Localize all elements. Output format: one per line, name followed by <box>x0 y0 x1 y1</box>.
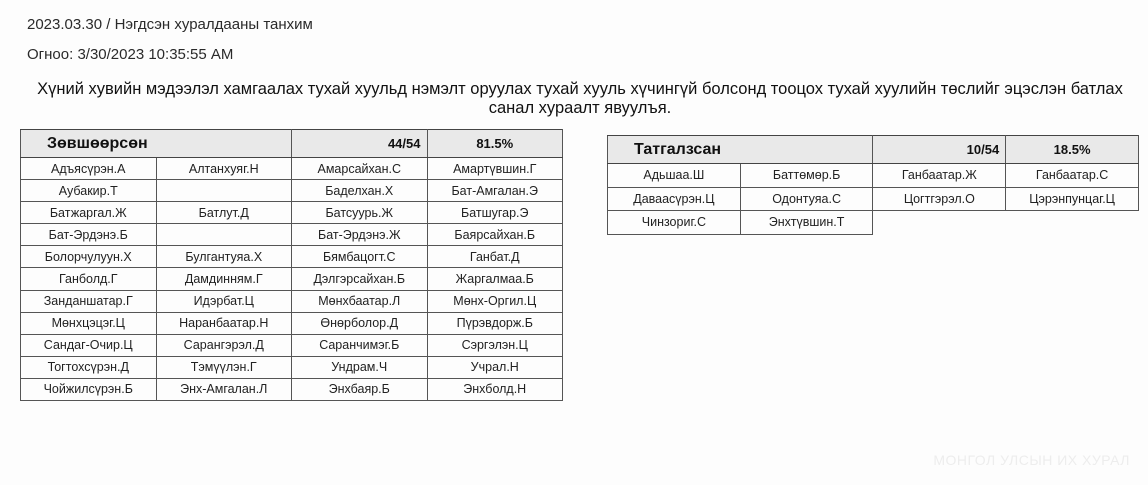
member-name-cell <box>156 224 292 246</box>
member-name-cell: Баделхан.Х <box>292 180 428 202</box>
reject-table <box>607 135 1139 235</box>
member-name-cell: Батлут.Д <box>156 202 292 224</box>
member-name-cell: Ганбаатар.С <box>1006 164 1139 188</box>
approve-row <box>21 202 563 224</box>
member-name-cell: Сандаг-Очир.Ц <box>21 334 157 356</box>
approve-count: 44/54 <box>292 130 428 158</box>
approve-row <box>21 378 563 400</box>
member-name-cell: Учрал.Н <box>427 356 563 378</box>
member-name-cell: Идэрбат.Ц <box>156 290 292 312</box>
member-name-cell: Ундрам.Ч <box>292 356 428 378</box>
member-name-cell: Чинзориг.С <box>608 211 741 235</box>
member-name-cell: Бат-Эрдэнэ.Ж <box>292 224 428 246</box>
member-name-cell: Бямбацогт.С <box>292 246 428 268</box>
member-name-cell: Жаргалмаа.Б <box>427 268 563 290</box>
approve-row <box>21 224 563 246</box>
member-name-cell: Мөнхбаатар.Л <box>292 290 428 312</box>
member-name-cell: Мөнхцэцэг.Ц <box>21 312 157 334</box>
approve-row <box>21 356 563 378</box>
reject-row <box>608 164 1139 188</box>
approve-row <box>21 268 563 290</box>
member-name-cell: Саранчимэг.Б <box>292 334 428 356</box>
member-name-cell: Дамдинням.Г <box>156 268 292 290</box>
member-name-cell: Сэргэлэн.Ц <box>427 334 563 356</box>
member-name-cell <box>156 180 292 202</box>
member-name-cell: Ганболд.Г <box>21 268 157 290</box>
member-name-cell: Дэлгэрсайхан.Б <box>292 268 428 290</box>
date-location: 2023.03.30 / Нэгдсэн хуралдааны танхим <box>27 16 313 33</box>
reject-row <box>608 187 1139 211</box>
member-name-cell: Батшугар.Э <box>427 202 563 224</box>
reject-percent: 18.5% <box>1006 136 1139 164</box>
member-name-cell: Болорчулуун.Х <box>21 246 157 268</box>
member-name-cell: Мөнх-Оргил.Ц <box>427 290 563 312</box>
reject-header <box>608 136 1139 164</box>
approve-header <box>21 130 563 158</box>
member-name-cell <box>873 211 1006 235</box>
member-name-cell <box>1006 211 1139 235</box>
approve-label: Зөвшөөрсөн <box>21 130 292 158</box>
member-name-cell: Амарсайхан.С <box>292 158 428 180</box>
member-name-cell: Тогтохсүрэн.Д <box>21 356 157 378</box>
approve-row <box>21 180 563 202</box>
member-name-cell: Энхбаяр.Б <box>292 378 428 400</box>
reject-label: Татгалзсан <box>608 136 873 164</box>
timestamp: Огноо: 3/30/2023 10:35:55 AM <box>27 46 234 63</box>
member-name-cell: Энхболд.Н <box>427 378 563 400</box>
approve-row <box>21 312 563 334</box>
member-name-cell: Даваасүрэн.Ц <box>608 187 741 211</box>
member-name-cell: Наранбаатар.Н <box>156 312 292 334</box>
member-name-cell: Алтанхуяг.Н <box>156 158 292 180</box>
member-name-cell: Энх-Амгалан.Л <box>156 378 292 400</box>
approve-percent: 81.5% <box>427 130 563 158</box>
member-name-cell: Амартүвшин.Г <box>427 158 563 180</box>
approve-table <box>20 129 563 401</box>
member-name-cell: Булгантуяа.Х <box>156 246 292 268</box>
member-name-cell: Чойжилсүрэн.Б <box>21 378 157 400</box>
member-name-cell: Ганбат.Д <box>427 246 563 268</box>
member-name-cell: Цогтгэрэл.О <box>873 187 1006 211</box>
member-name-cell: Батсуурь.Ж <box>292 202 428 224</box>
member-name-cell: Баярсайхан.Б <box>427 224 563 246</box>
member-name-cell: Бат-Амгалан.Э <box>427 180 563 202</box>
member-name-cell: Сарангэрэл.Д <box>156 334 292 356</box>
member-name-cell: Өнөрболор.Д <box>292 312 428 334</box>
member-name-cell: Баттөмөр.Б <box>740 164 873 188</box>
member-name-cell: Одонтуяа.С <box>740 187 873 211</box>
approve-row <box>21 246 563 268</box>
member-name-cell: Пүрэвдорж.Б <box>427 312 563 334</box>
watermark: МОНГОЛ УЛСЫН ИХ ХУРАЛ <box>933 452 1130 468</box>
member-name-cell: Ганбаатар.Ж <box>873 164 1006 188</box>
member-name-cell: Аубакир.Т <box>21 180 157 202</box>
reject-count: 10/54 <box>873 136 1006 164</box>
motion-title: Хүний хувийн мэдээлэл хамгаалах тухай хуульд нэмэлт оруулах тухай хууль хүчингүй болсонд тооцох тухай хуулийн төслийг эцэслэн батлах санал хураалт явуулъя. <box>37 80 1123 117</box>
member-name-cell: Тэмүүлэн.Г <box>156 356 292 378</box>
member-name-cell: Энхтүвшин.Т <box>740 211 873 235</box>
member-name-cell: Цэрэнпунцаг.Ц <box>1006 187 1139 211</box>
reject-row <box>608 211 1139 235</box>
member-name-cell: Адьшаа.Ш <box>608 164 741 188</box>
approve-row <box>21 158 563 180</box>
member-name-cell: Батжаргал.Ж <box>21 202 157 224</box>
member-name-cell: Бат-Эрдэнэ.Б <box>21 224 157 246</box>
member-name-cell: Адъясүрэн.А <box>21 158 157 180</box>
member-name-cell: Занданшатар.Г <box>21 290 157 312</box>
approve-row <box>21 334 563 356</box>
approve-row <box>21 290 563 312</box>
